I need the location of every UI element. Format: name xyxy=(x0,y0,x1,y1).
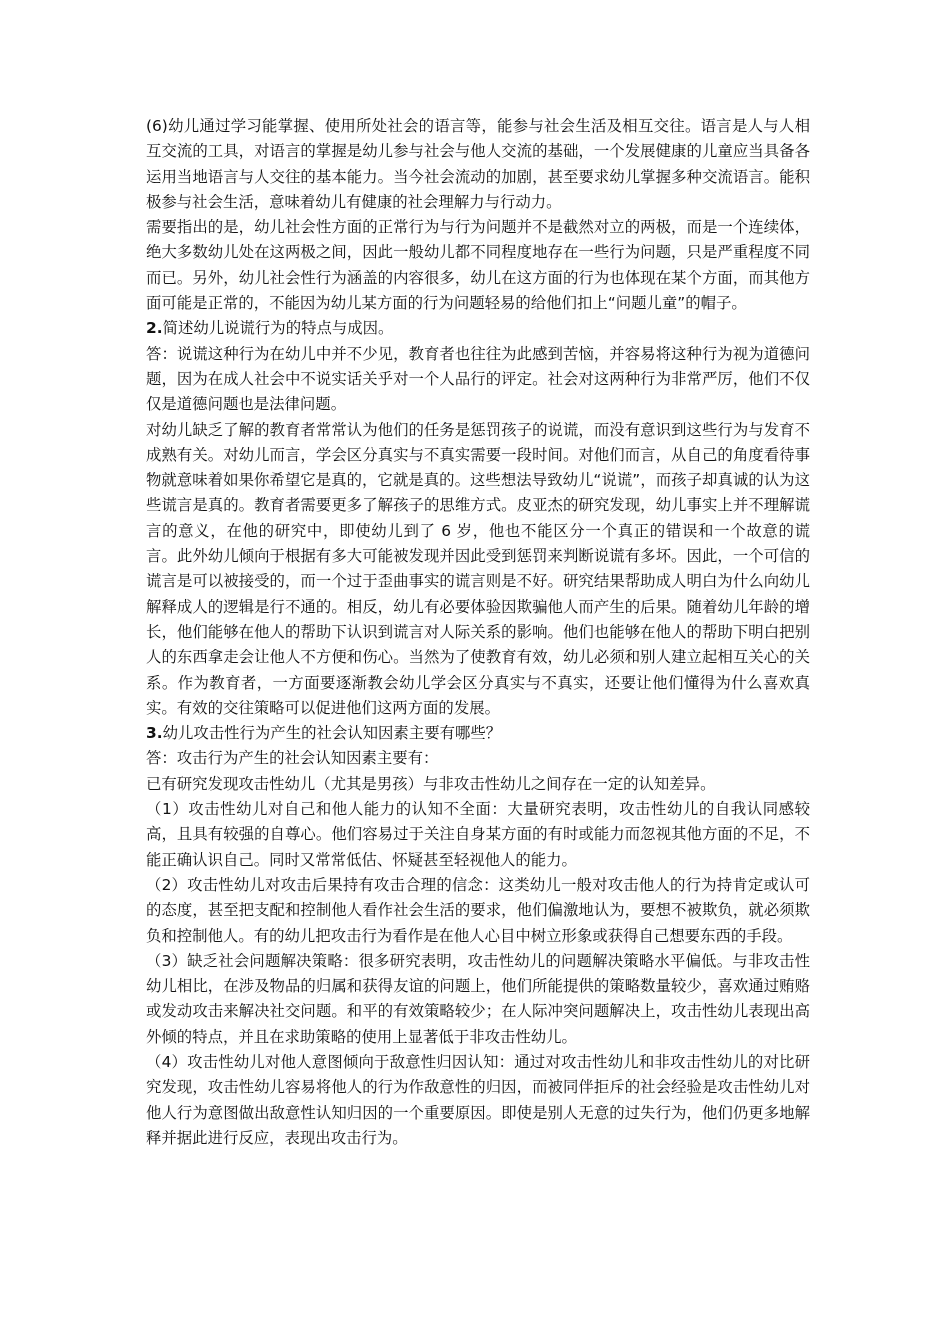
paragraph-aggression-answer: 答：攻击行为产生的社会认知因素主要有： xyxy=(146,749,439,768)
question-text: 幼儿攻击性行为产生的社会认知因素主要有哪些？ xyxy=(162,724,502,743)
paragraph-aggression-intro: 已有研究发现攻击性幼儿（尤其是男孩）与非攻击性幼儿之间存在一定的认知差异。 xyxy=(146,774,716,793)
paragraph-behavior-continuum: 需要指出的是，幼儿社会性方面的正常行为与行为问题并不是截然对立的两极，而是一个连续体，绝大多数幼儿处在这两极之间，因此一般幼儿都不同程度地存在一些行为问题，只是严重程度不同而已。另外，幼儿社会性行为涵盖的内容很多，幼儿在这方面的行为也体现在某个方面，而其他方面可能是正常的，不能因为幼儿某方面的行为问题轻易的给他们扣上“问题儿童”的帽子。 xyxy=(146,218,810,313)
question-heading-3 xyxy=(146,721,810,746)
paragraph-lying-answer: 答：说谎这种行为在幼儿中并不少见，教育者也往往为此感到苦恼，并容易将这种行为视为道德问题，因为在成人社会中不说实话关乎对一个人品行的评定。社会对这两种行为非常严厉，他们不仅仅是道德问题也是法律问题。 xyxy=(146,344,810,414)
paragraph-lying-causes: 对幼儿缺乏了解的教育者常常认为他们的任务是惩罚孩子的说谎，而没有意识到这些行为与发育不成熟有关。对幼儿而言，学会区分真实与不真实需要一段时间。对他们而言，从自己的角度看待事物就意味着如果你希望它是真的，它就是真的。这些想法导致幼儿“说谎”，而孩子却真诚的认为这些谎言是真的。教育者需要更多了解孩子的思维方式。皮亚杰的研究发现，幼儿事实上并不理解谎言的意义，在他的研究中，即使幼儿到了 6 岁，他也不能区分一个真正的错误和一个故意的谎言。此外幼儿倾向于根据有多大可能被发现并因此受到惩罚来判断说谎有多坏。因此，一个可信的谎言是可以被接受的，而一个过于歪曲事实的谎言则是不好。研究结果帮助成人明白为什么向幼儿解释成人的逻辑是行不通的。相反，幼儿有必要体验因欺骗他人而产生的后果。随着幼儿年龄的增长，他们能够在他人的帮助下认识到谎言对人际关系的影响。他们也能够在他人的帮助下明白把别人的东西拿走会让他人不方便和伤心。当然为了使教育有效，幼儿必须和别人建立起相互关心的关系。作为教育者，一方面要逐渐教会幼儿学会区分真实与不真实，还要让他们懂得为什么喜欢真实。有效的交往策略可以促进他们这两方面的发展。 xyxy=(146,420,810,717)
paragraph-aggression-point-2: （2）攻击性幼儿对攻击后果持有攻击合理的信念：这类幼儿一般对攻击他人的行为持肯定或认可的态度，甚至把支配和控制他人看作社会生活的要求，他们偏激地认为，要想不被欺负，就必须欺负和控制他人。有的幼儿把攻击行为看作是在他人心目中树立形象或获得自己想要东西的手段。 xyxy=(146,875,810,945)
paragraph-aggression-point-3: （3）缺乏社会问题解决策略：很多研究表明，攻击性幼儿的问题解决策略水平偏低。与非攻击性幼儿相比，在涉及物品的归属和获得友谊的问题上，他们所能提供的策略数量较少，喜欢通过贿赂或发动攻击来解决社交问题。和平的有效策略较少；在人际冲突问题解决上，攻击性幼儿表现出高外倾的特点，并且在求助策略的使用上显著低于非攻击性幼儿。 xyxy=(146,951,810,1046)
question-number: 3. xyxy=(146,724,163,743)
question-heading-2 xyxy=(146,316,810,341)
document-page xyxy=(146,114,810,1151)
paragraph-aggression-point-1: （1）攻击性幼儿对自己和他人能力的认知不全面：大量研究表明，攻击性幼儿的自我认同感较高，且具有较强的自尊心。他们容易过于关注自身某方面的有时或能力而忽视其他方面的不足，不能正确认识自己。同时又常常低估、怀疑甚至轻视他人的能力。 xyxy=(146,800,810,869)
question-text: 简述幼儿说谎行为的特点与成因。 xyxy=(162,319,394,338)
paragraph-language-ability: (6)幼儿通过学习能掌握、使用所处社会的语言等，能参与社会生活及相互交往。语言是人与人相互交流的工具，对语言的掌握是幼儿参与社会与他人交流的基础，一个发展健康的儿童应当具备各运用当地语言与人交往的基本能力。当今社会流动的加剧，甚至要求幼儿掌握多种交流语言。能积极参与社会生活，意味着幼儿有健康的社会理解力与行动力。 xyxy=(146,117,810,211)
question-number: 2. xyxy=(146,319,163,338)
paragraph-aggression-point-4: （4）攻击性幼儿对他人意图倾向于敌意性归因认知：通过对攻击性幼儿和非攻击性幼儿的对比研究发现，攻击性幼儿容易将他人的行为作敌意性的归因，而被同伴拒斥的社会经验是攻击性幼儿对他人行为意图做出敌意性认知归因的一个重要原因。即使是别人无意的过失行为，他们仍更多地解释并据此进行反应，表现出攻击行为。 xyxy=(146,1052,810,1147)
